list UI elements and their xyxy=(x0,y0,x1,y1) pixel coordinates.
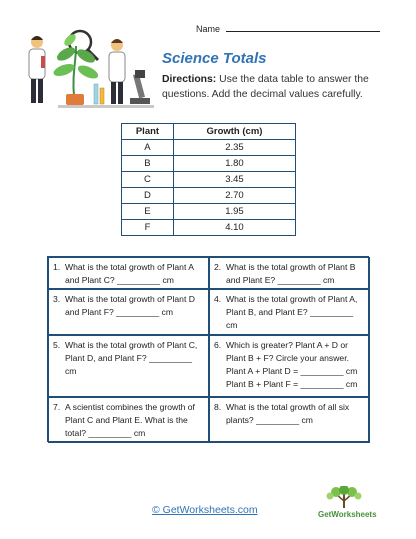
question-number: 6. xyxy=(214,340,222,350)
question-number: 7. xyxy=(53,402,61,412)
header-growth: Growth (cm) xyxy=(173,124,295,140)
table-row xyxy=(122,220,296,236)
logo-text: GetWorksheets xyxy=(318,510,377,519)
plant-cell: D xyxy=(122,188,174,204)
directions-text: Use the data table to answer the questions. Add the decimal values carefully. xyxy=(162,74,369,100)
question-5[interactable] xyxy=(48,335,209,397)
question-text-block xyxy=(226,339,365,393)
growth-cell: 2.70 xyxy=(173,188,295,204)
question-text: What is the total growth of Plant A, Plant B, and Plant E? _________ cm xyxy=(226,294,358,330)
question-subline-1: Plant A + Plant D = _________ cm xyxy=(226,366,358,376)
question-text: A scientist combines the growth of Plant C and Plant E. What is the total? _________ cm xyxy=(65,402,195,438)
questions-grid xyxy=(47,256,369,442)
question-number: 8. xyxy=(214,402,222,412)
question-8[interactable] xyxy=(209,397,370,443)
question-number: 1. xyxy=(53,262,61,272)
question-2[interactable] xyxy=(209,257,370,289)
question-text: What is the total growth of Plant B and Plant E? _________ cm xyxy=(226,262,356,285)
table-row xyxy=(122,140,296,156)
growth-cell: 4.10 xyxy=(173,220,295,236)
question-text: Which is greater? Plant A + D or Plant B + F? Circle your answer. xyxy=(226,340,349,363)
table-row xyxy=(122,172,296,188)
question-number: 4. xyxy=(214,294,222,304)
plant-cell: A xyxy=(122,140,174,156)
question-6[interactable] xyxy=(209,335,370,397)
plant-cell: E xyxy=(122,204,174,220)
growth-cell: 1.80 xyxy=(173,156,295,172)
header-plant: Plant xyxy=(122,124,174,140)
table-row xyxy=(122,204,296,220)
directions-label: Directions: xyxy=(162,74,217,85)
table-row xyxy=(122,188,296,204)
tree-logo-icon xyxy=(314,486,374,530)
growth-cell: 2.35 xyxy=(173,140,295,156)
name-label: Name xyxy=(196,24,221,34)
question-text: What is the total growth of Plant D and Plant F? _________ cm xyxy=(65,294,195,317)
question-text: What is the total growth of all six plants? _________ cm xyxy=(226,402,350,425)
plant-cell: F xyxy=(122,220,174,236)
question-number: 3. xyxy=(53,294,61,304)
question-text: What is the total growth of Plant A and Plant C? _________ cm xyxy=(65,262,194,285)
question-number: 2. xyxy=(214,262,222,272)
plant-growth-table xyxy=(121,123,296,236)
getworksheets-link[interactable]: © GetWorksheets.com xyxy=(152,504,258,516)
table-row xyxy=(122,156,296,172)
scientists-illustration xyxy=(14,26,154,108)
plant-cell: B xyxy=(122,156,174,172)
question-subline-2: Plant B + Plant F = _________ cm xyxy=(226,379,358,389)
directions xyxy=(162,72,382,102)
worksheet-title: Science Totals xyxy=(162,50,267,67)
name-line xyxy=(196,24,380,34)
question-number: 5. xyxy=(53,340,61,350)
name-blank[interactable] xyxy=(226,24,380,32)
question-text: What is the total growth of Plant C, Plant D, and Plant F? _________ cm xyxy=(65,340,198,376)
question-4[interactable] xyxy=(209,289,370,335)
plant-cell: C xyxy=(122,172,174,188)
growth-cell: 1.95 xyxy=(173,204,295,220)
question-7[interactable] xyxy=(48,397,209,443)
question-1[interactable] xyxy=(48,257,209,289)
question-3[interactable] xyxy=(48,289,209,335)
table-header-row xyxy=(122,124,296,140)
growth-cell: 3.45 xyxy=(173,172,295,188)
